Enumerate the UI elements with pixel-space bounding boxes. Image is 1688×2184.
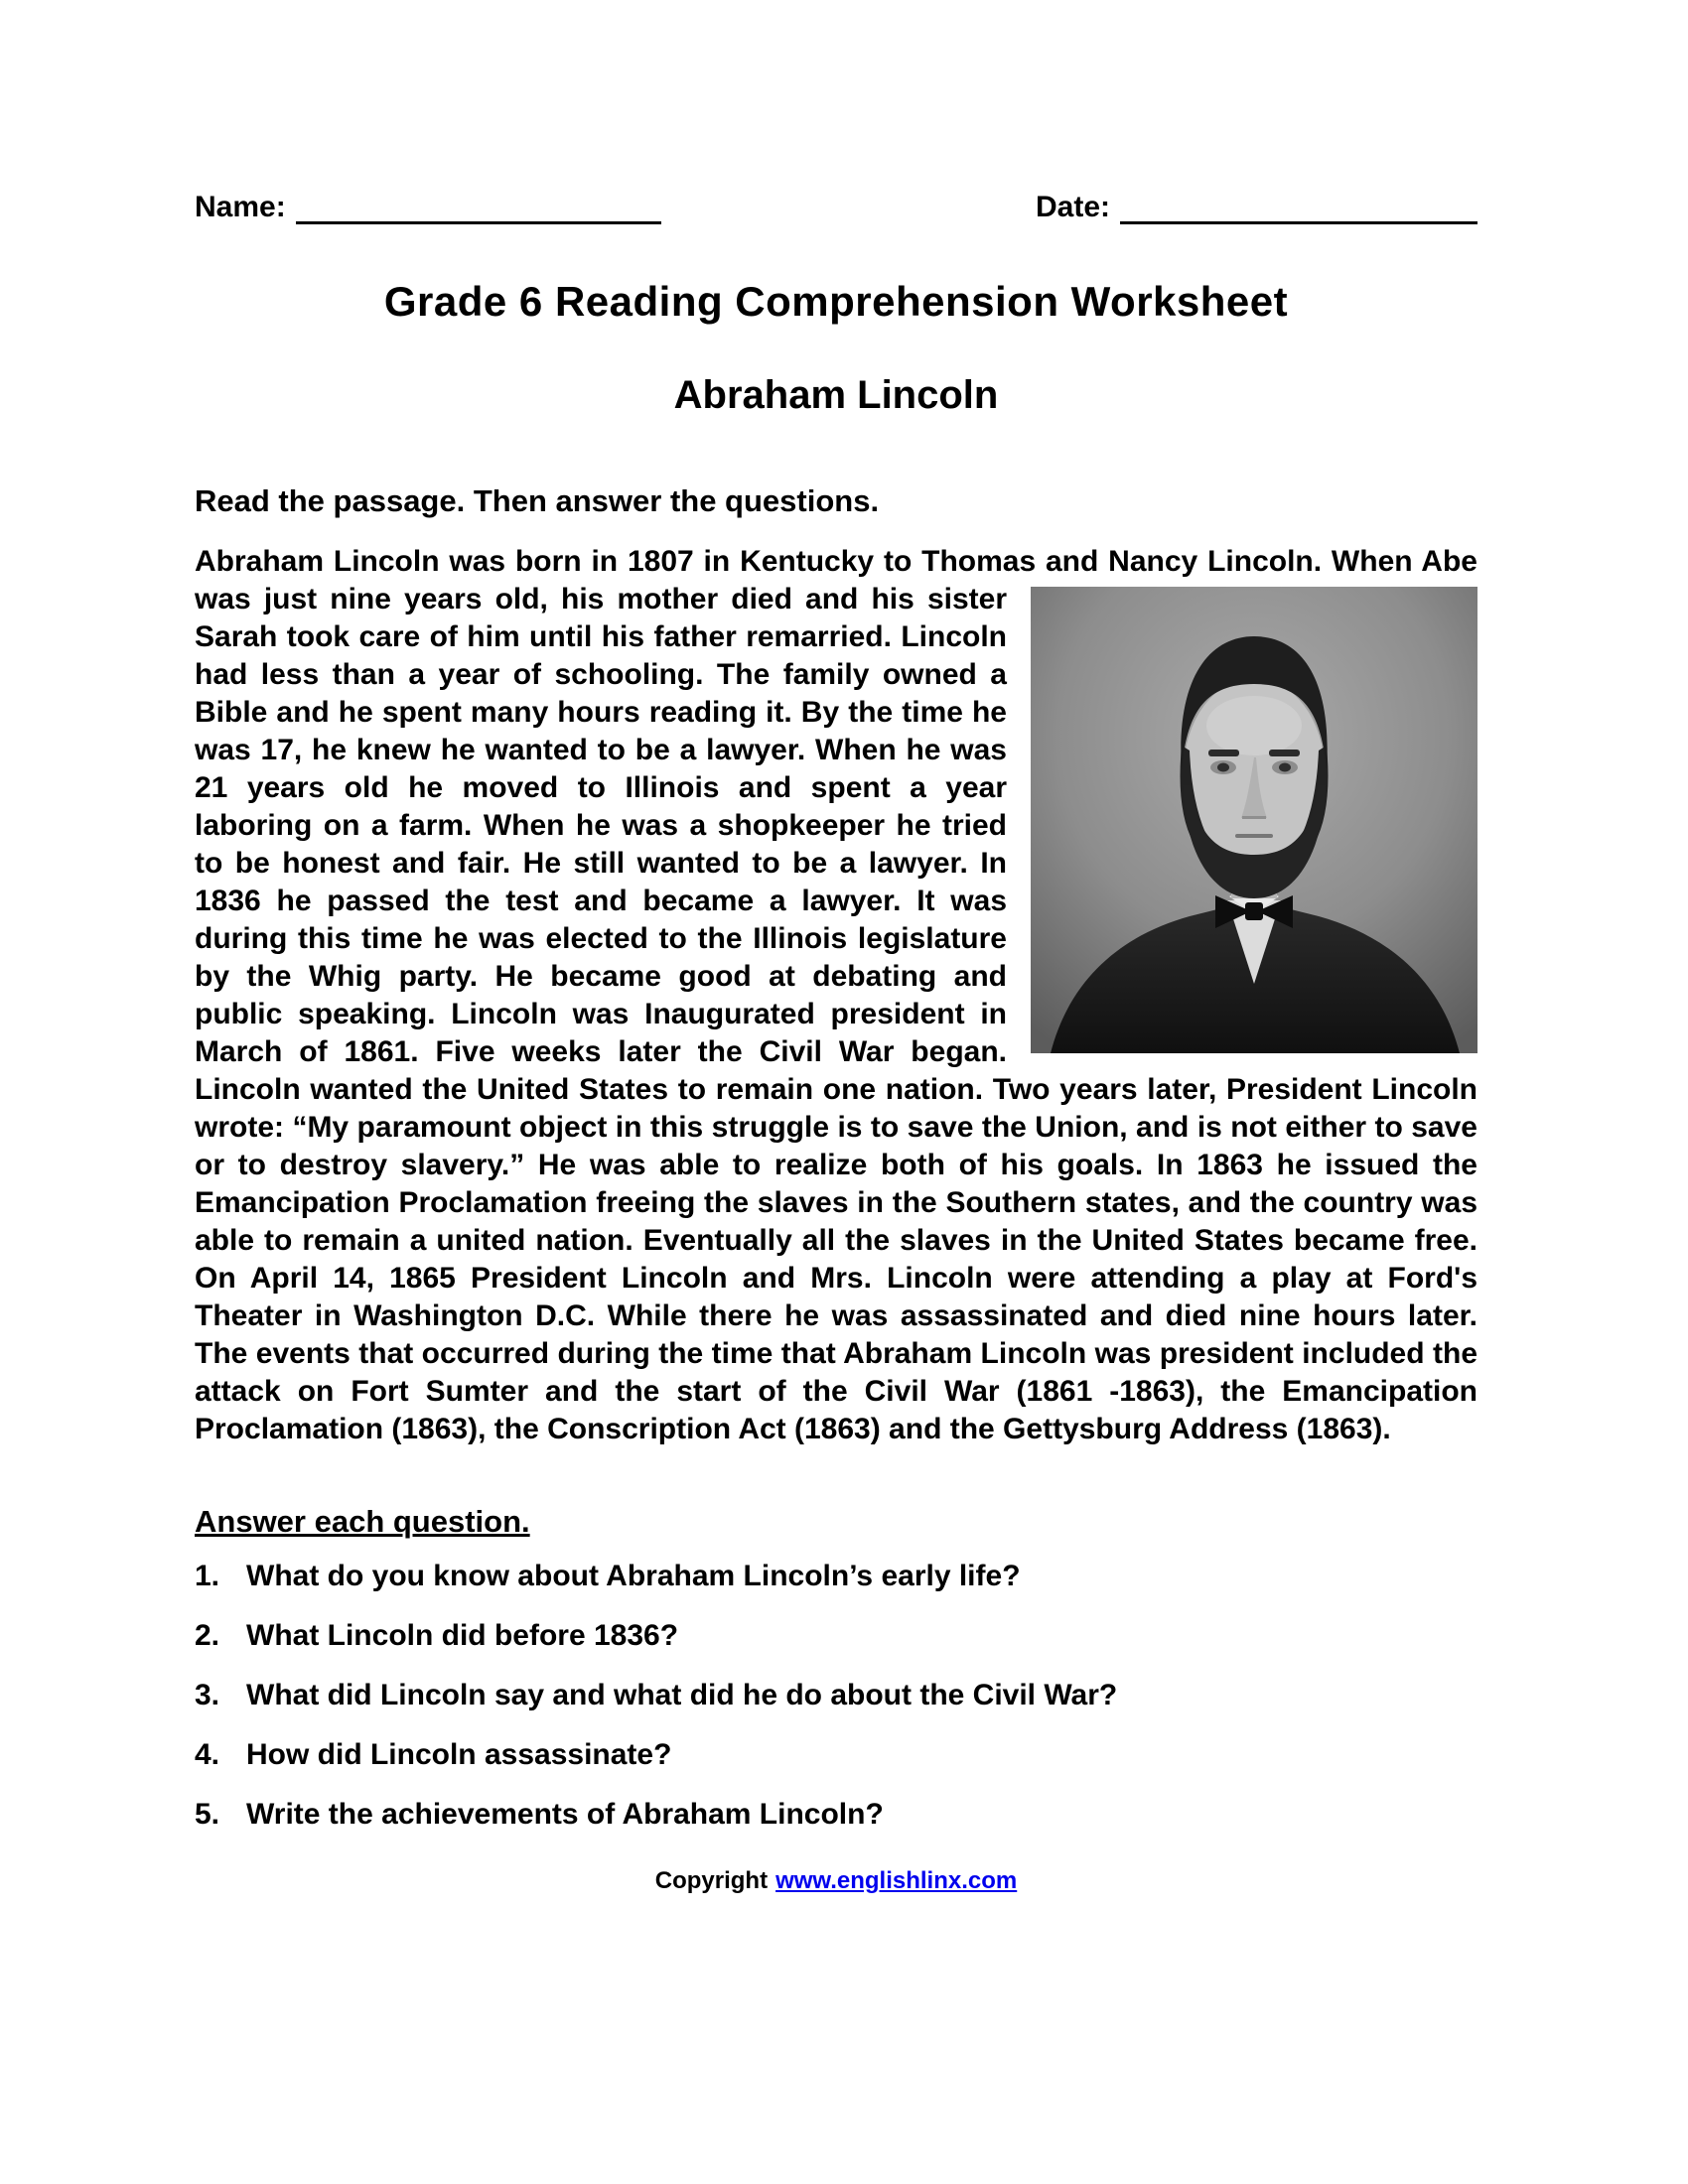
footer bbox=[195, 1867, 1477, 1895]
question-number: 1. bbox=[195, 1560, 220, 1592]
copyright-link[interactable]: www.englishlinx.com bbox=[775, 1867, 1018, 1894]
passage-text: Abraham Lincoln was born in 1807 in Kentucky to Thomas and Nancy Lincoln. When Abe was just nine years old, his mother died and his sister Sarah took care of him until his father remarried. Lincoln had less than a year of schooling. The family owned a Bible and he spent many hours reading it. By the time he was 17, he knew he wanted to be a lawyer. When he was 21 years old he moved to Illinois and spent a year laboring on a farm. When he was a shopkeeper he tried to be honest and fair. He still wanted to be a lawyer. In 1836 he passed the test and became a lawyer. It was during this time he was elected to the Illinois legislature by the Whig party. He became good at debating and public speaking. Lincoln was Inaugurated president in March of 1861. Five weeks later the Civil War began. Lincoln wanted the United States to remain one nation. Two years later, President Lincoln wrote: “My paramount object in this struggle is to save the Union, and is not either to save or to destroy slavery.” He was able to realize both of his goals. In 1863 he issued the Emancipation Proclamation freeing the slaves in the Southern states, and the country was able to remain a united nation. Eventually all the slaves in the United States became free. On April 14, 1865 President Lincoln and Mrs. Lincoln were attending a play at Ford's Theater in Washington D.C. While there he was assassinated and died nine hours later. The events that occurred during the time that Abraham Lincoln was president included the attack on Fort Sumter and the start of the Civil War (1861 -1863), the Emancipation Proclamation (1863), the Conscription Act (1863) and the Gettysburg Address (1863). bbox=[195, 545, 1477, 1445]
name-date-row bbox=[195, 191, 1477, 224]
date-label: Date: bbox=[1035, 191, 1110, 223]
question-text: What did Lincoln say and what did he do about the Civil War? bbox=[246, 1679, 1118, 1711]
question-list bbox=[195, 1558, 1477, 1834]
worksheet-title: Grade 6 Reading Comprehension Worksheet bbox=[383, 278, 1289, 325]
name-label: Name: bbox=[195, 191, 286, 223]
question-text: What Lincoln did before 1836? bbox=[246, 1619, 679, 1652]
answer-section-heading: Answer each question. bbox=[195, 1504, 530, 1539]
question-text: What do you know about Abraham Lincoln’s early life? bbox=[246, 1560, 1021, 1592]
question-text: Write the achievements of Abraham Lincoln? bbox=[246, 1798, 884, 1831]
question-item-4 bbox=[195, 1736, 1477, 1774]
name-field bbox=[195, 191, 661, 224]
copyright-label: Copyright bbox=[654, 1867, 769, 1894]
instructions-line: Read the passage. Then answer the questions. bbox=[195, 483, 880, 518]
lincoln-portrait bbox=[1007, 543, 1477, 1053]
question-item-3 bbox=[195, 1677, 1477, 1714]
question-item-5 bbox=[195, 1796, 1477, 1834]
question-text: How did Lincoln assassinate? bbox=[246, 1738, 672, 1771]
question-item-1 bbox=[195, 1558, 1477, 1595]
date-blank-line[interactable] bbox=[1120, 195, 1477, 224]
question-number: 2. bbox=[195, 1619, 220, 1652]
question-number: 4. bbox=[195, 1738, 220, 1771]
question-number: 3. bbox=[195, 1679, 220, 1711]
worksheet-subtitle: Abraham Lincoln bbox=[673, 373, 999, 417]
question-number: 5. bbox=[195, 1798, 220, 1831]
date-field bbox=[1036, 191, 1477, 224]
name-blank-line[interactable] bbox=[296, 195, 661, 224]
question-item-2 bbox=[195, 1617, 1477, 1655]
passage-section bbox=[195, 543, 1477, 1448]
